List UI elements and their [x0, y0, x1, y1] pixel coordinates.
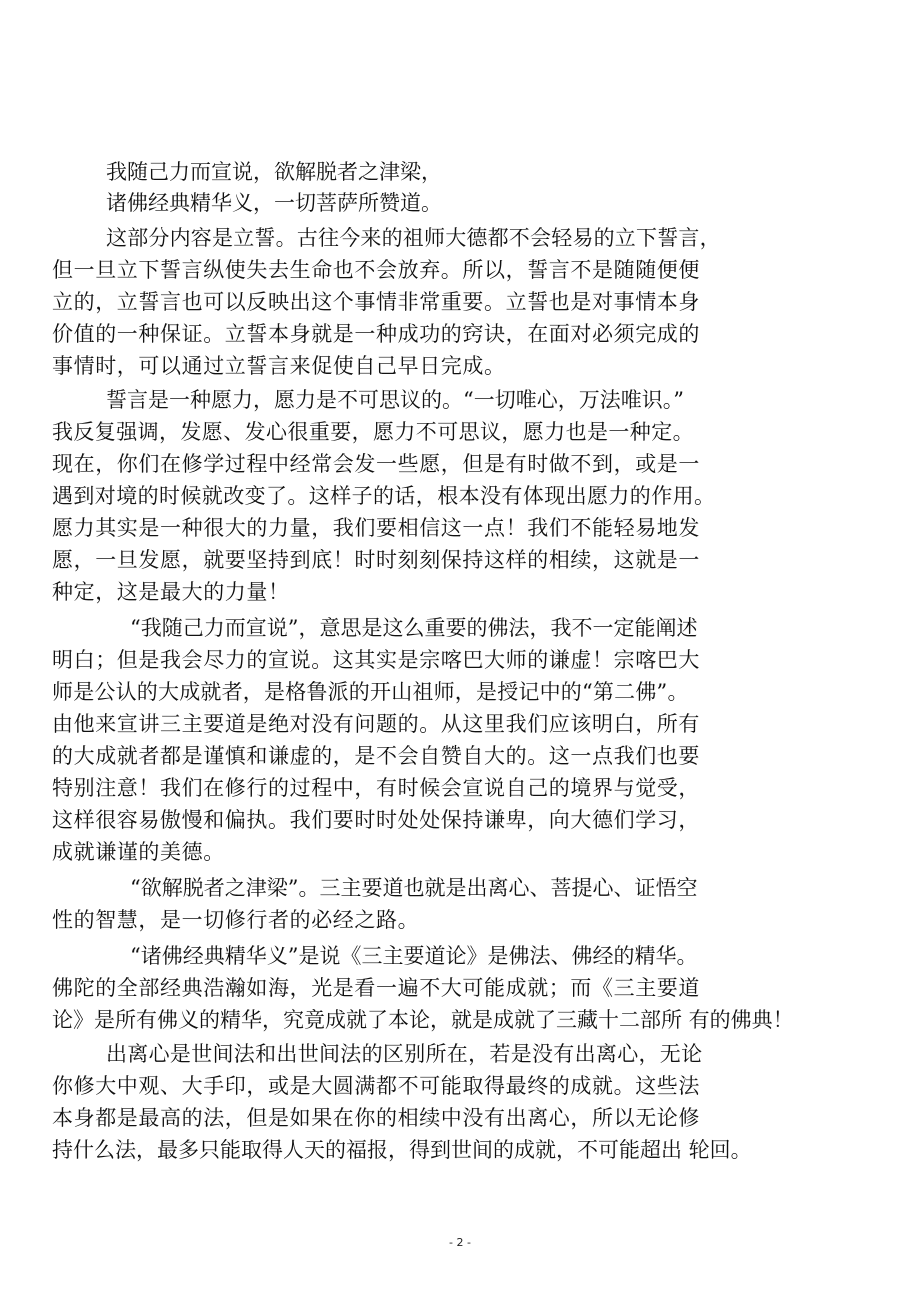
text-line: “我随己力而宣说”，意思是这么重要的佛法，我不一定能阐述	[130, 616, 698, 640]
text-line: 特别注意！我们在修行的过程中，有时候会宣说自己的境界与觉受，	[52, 776, 700, 800]
text-line: 你修大中观、大手印，或是大圆满都不可能取得最终的成就。这些法	[52, 1074, 700, 1098]
text-line: 遇到对境的时候就改变了。这样子的话，根本没有体现出愿力的作用。	[52, 484, 716, 508]
text-line: 我反复强调，发愿、发心很重要，愿力不可思议，愿力也是一种定。	[52, 420, 694, 444]
text-line: 明白；但是我会尽力的宣说。这其实是宗喀巴大师的谦虚！宗喀巴大	[52, 648, 700, 672]
text-line: 我随己力而宣说，欲解脱者之津梁，	[106, 160, 442, 184]
text-line: “诸佛经典精华义”是说《三主要道论》是佛法、佛经的精华。	[130, 944, 698, 968]
text-line: 持什么法，最多只能取得人天的福报，得到世间的成就，不可能超出 轮回。	[52, 1138, 752, 1162]
text-line: 现在，你们在修学过程中经常会发一些愿，但是有时做不到，或是一	[52, 452, 700, 476]
text-line: 立的，立誓言也可以反映出这个事情非常重要。立誓也是对事情本身	[52, 290, 700, 314]
text-line: 本身都是最高的法，但是如果在你的相续中没有出离心，所以无论修	[52, 1106, 700, 1130]
text-line: 愿力其实是一种很大的力量，我们要相信这一点！我们不能轻易地发	[52, 516, 700, 540]
text-line: 佛陀的全部经典浩瀚如海，光是看一遍不大可能成就；而《三主要道	[52, 976, 700, 1000]
text-line: 这部分内容是立誓。古往今来的祖师大德都不会轻易的立下誓言，	[106, 226, 721, 250]
text-line: 愿，一旦发愿，就要坚持到底！时时刻刻保持这样的相续，这就是一	[52, 548, 700, 572]
text-line: 性的智慧，是一切修行者的必经之路。	[52, 908, 420, 932]
text-line: 的大成就者都是谨慎和谦虚的，是不会自赞自大的。这一点我们也要	[52, 744, 700, 768]
text-line: 价值的一种保证。立誓本身就是一种成功的窍诀，在面对必须完成的	[52, 322, 700, 346]
text-line: 出离心是世间法和出世间法的区别所在，若是没有出离心，无论	[106, 1042, 703, 1066]
page-number: - 2 -	[449, 1236, 471, 1249]
text-line: 誓言是一种愿力，愿力是不可思议的。“一切唯心，万法唯识。”	[106, 388, 684, 412]
text-line: 师是公认的大成就者，是格鲁派的开山祖师，是授记中的“第二佛”。	[52, 680, 689, 704]
text-line: 但一旦立下誓言纵使失去生命也不会放弃。所以，誓言不是随随便便	[52, 258, 700, 282]
text-line: 事情时，可以通过立誓言来促使自己早日完成。	[52, 354, 506, 378]
text-line: 论》是所有佛义的精华，究竟成就了本论，就是成就了三藏十二部所 有的佛典！	[52, 1008, 794, 1032]
text-line: 诸佛经典精华义，一切菩萨所赞道。	[106, 191, 442, 215]
text-line: 成就谦谨的美德。	[52, 840, 225, 864]
text-line: “欲解脱者之津梁”。三主要道也就是出离心、菩提心、证悟空	[130, 876, 698, 900]
text-line: 这样很容易傲慢和偏执。我们要时时处处保持谦卑，向大德们学习，	[52, 808, 700, 832]
text-line: 种定，这是最大的力量！	[52, 580, 290, 604]
text-line: 由他来宣讲三主要道是绝对没有问题的。从这里我们应该明白，所有	[52, 712, 700, 736]
